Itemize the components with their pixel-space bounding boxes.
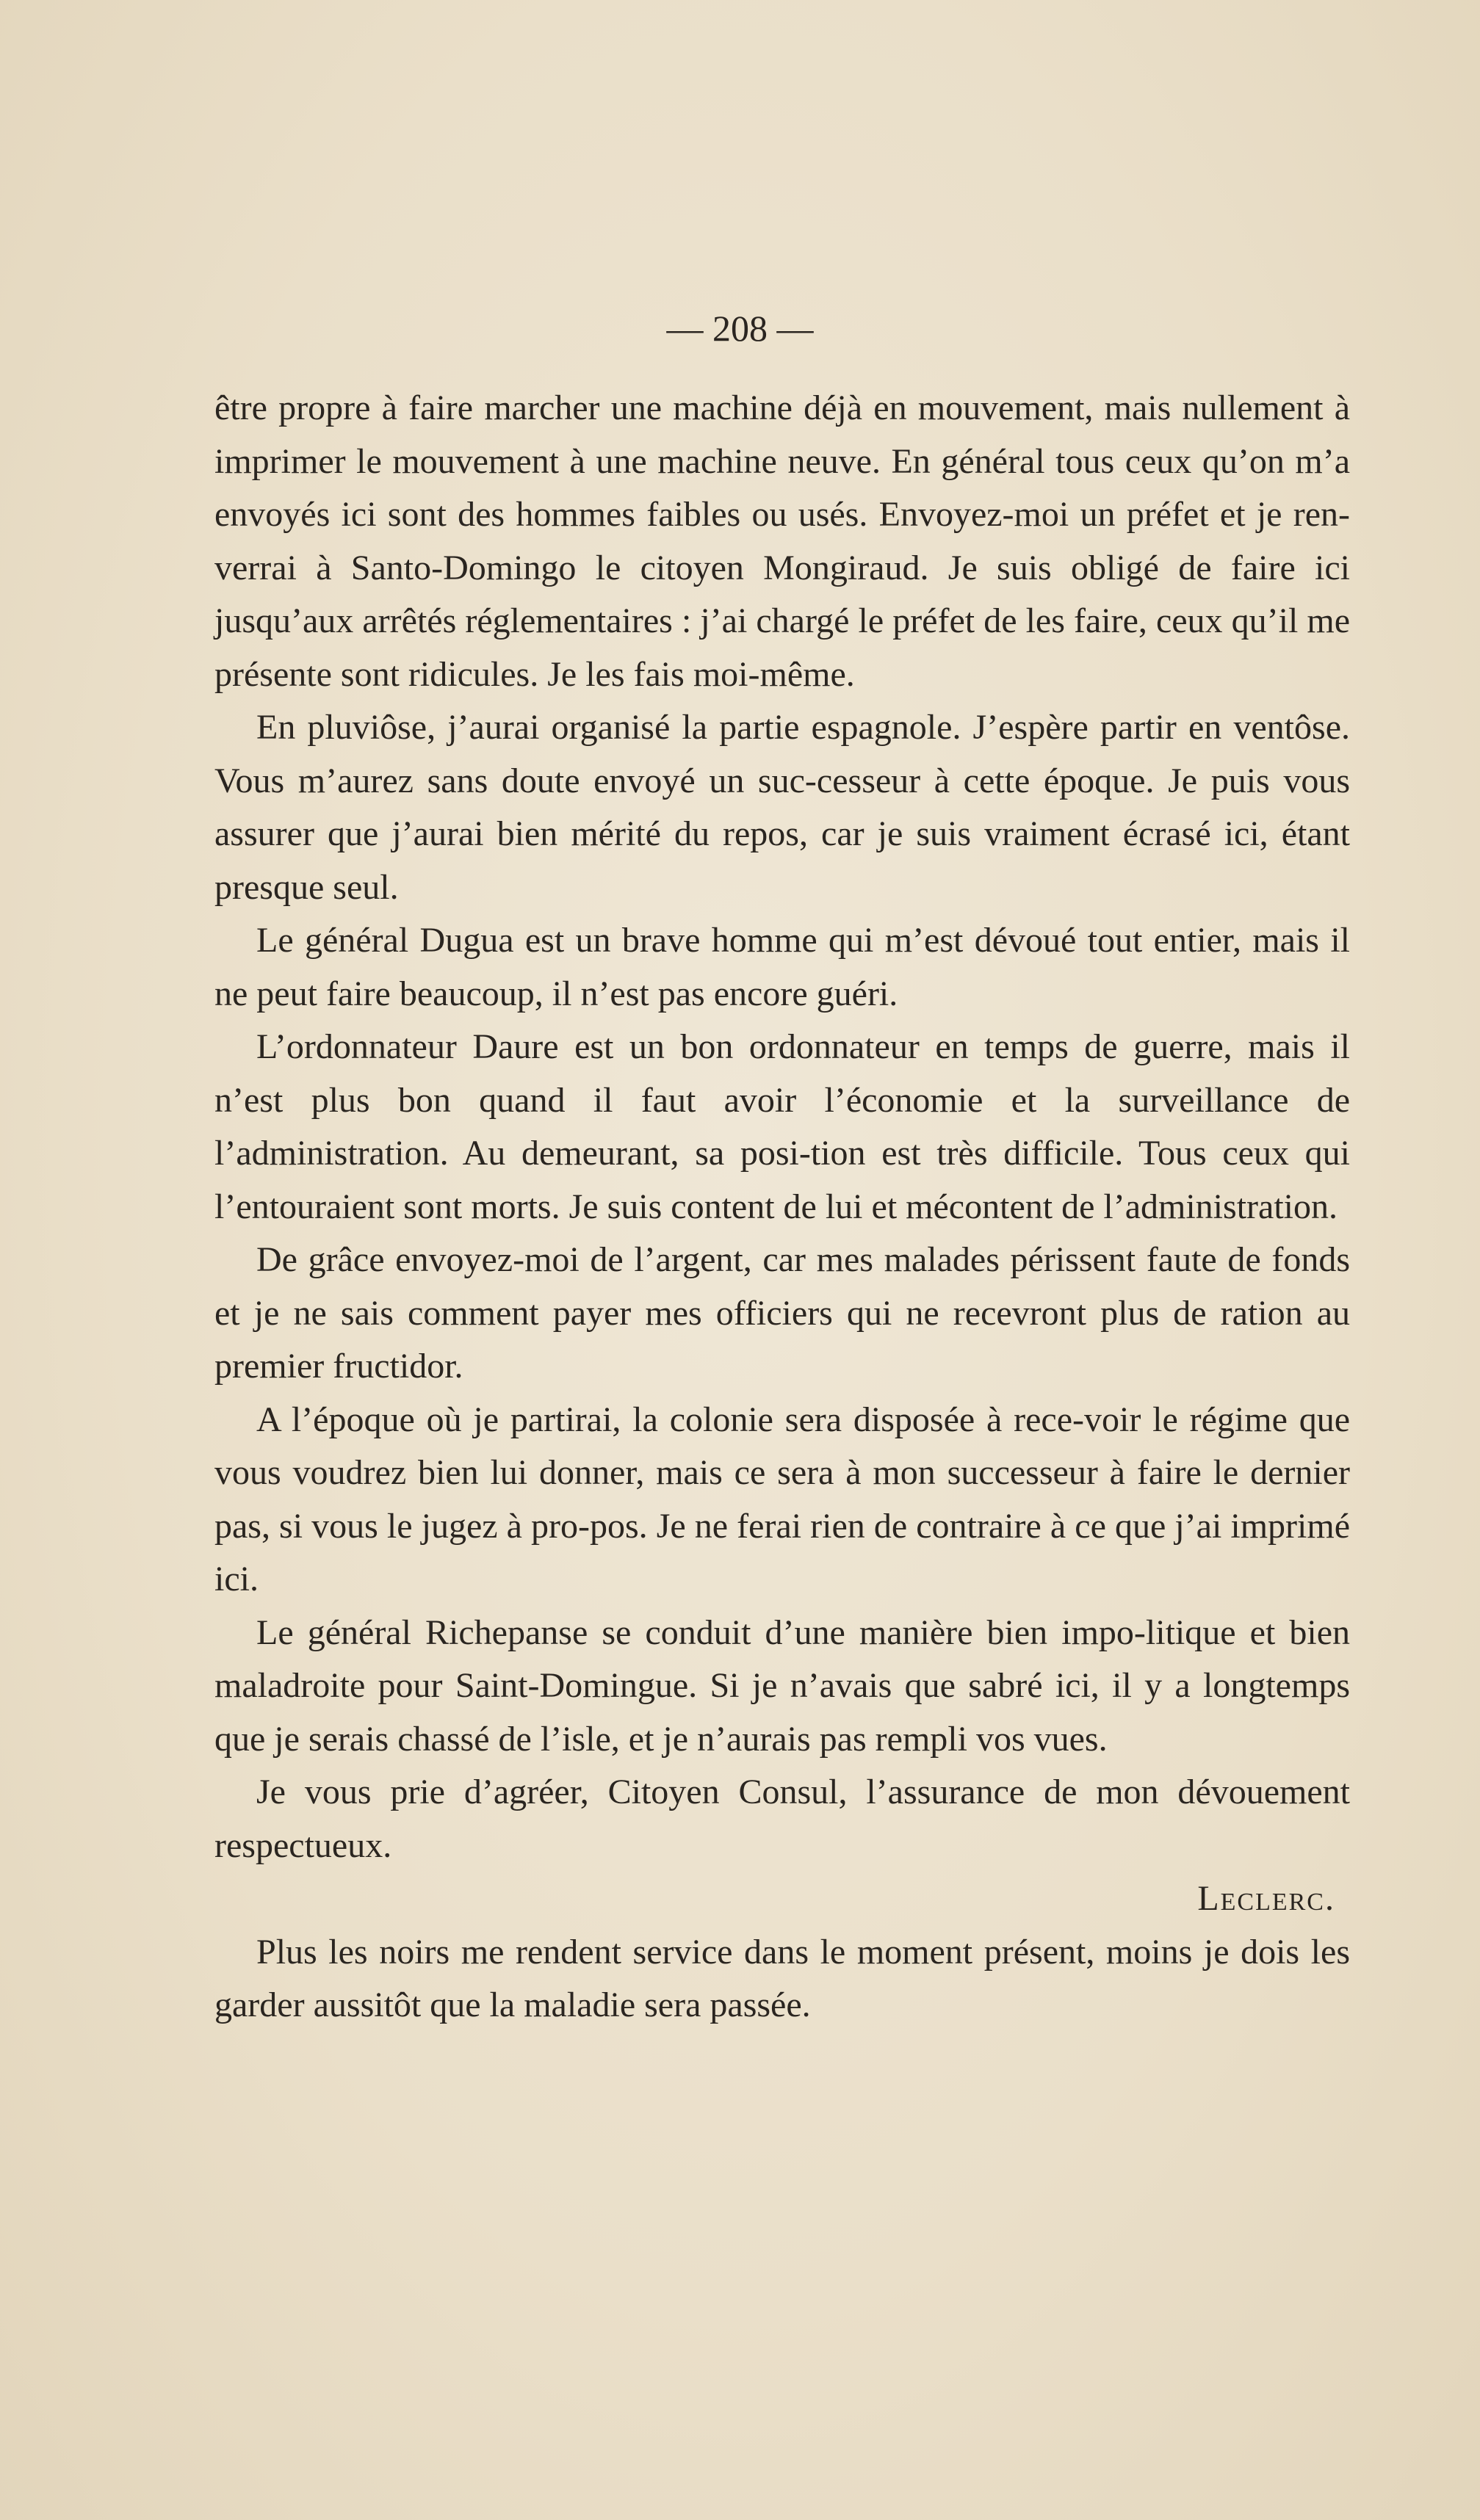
page-number: — 208 — [666,308,814,349]
signature: Leclerc. [1197,1879,1335,1918]
paragraph-1: être propre à faire marcher une machine déjà en mouvement, mais nullement à imprimer le mouvement à une machine neuve. En général tous ceux qu’on m’a envoyés ici sont des hommes faibles ou usés. Envoyez-moi un préfet et je ren-verrai à Santo-Domingo le citoyen Mongiraud. Je suis obligé de faire ici jusqu’aux arrêtés réglementaires : j’ai chargé le préfet de les faire, ceux qu’il me présente sont ridicules. Je les fais moi-même. [214,388,1350,694]
letter-text [214,382,1350,2032]
paragraph-7: Le général Richepanse se conduit d’une manière bien impo-litique et bien maladroite pour Saint-Domingue. Si je n’avais que sabré ici, il y a longtemps que je serais chassé de l’isle, et je n’aurais pas rempli vos vues. [214,1612,1350,1759]
paragraph-9: Plus les noirs me rendent service dans le moment présent, moins je dois les garder aussitôt que la maladie sera passée. [214,1932,1350,2024]
paragraph-6: A l’époque où je partirai, la colonie sera disposée à rece-voir le régime que vous voudrez bien lui donner, mais ce sera à mon successeur à faire le dernier pas, si vous le jugez à pro-pos. Je ne ferai rien de contraire à ce que j’ai imprimé ici. [214,1400,1350,1598]
paragraph-8: Je vous prie d’agréer, Citoyen Consul, l’assurance de mon dévouement respectueux. [214,1773,1350,1865]
paragraph-4: L’ordonnateur Daure est un bon ordonnateur en temps de guerre, mais il n’est plus bon quand il faut avoir l’économie et la surveillance de l’administration. Au demeurant, sa posi-tion est très difficile. Tous ceux qui l’entouraient sont morts. Je suis content de lui et mécontent de l’administration. [214,1027,1350,1226]
paragraph-5: De grâce envoyez-moi de l’argent, car mes malades périssent faute de fonds et je ne sais comment payer mes officiers qui ne recevront plus de ration au premier fructidor. [214,1240,1350,1386]
paragraph-3: Le général Dugua est un brave homme qui m’est dévoué tout entier, mais il ne peut faire beaucoup, il n’est pas encore guéri. [214,921,1350,1013]
paragraph-2: En pluviôse, j’aurai organisé la partie espagnole. J’espère partir en ventôse. Vous m’aurez sans doute envoyé un suc-cesseur à cette époque. Je puis vous assurer que j’aurai bien mérité du repos, car je suis vraiment écrasé ici, étant presque seul. [214,708,1350,907]
